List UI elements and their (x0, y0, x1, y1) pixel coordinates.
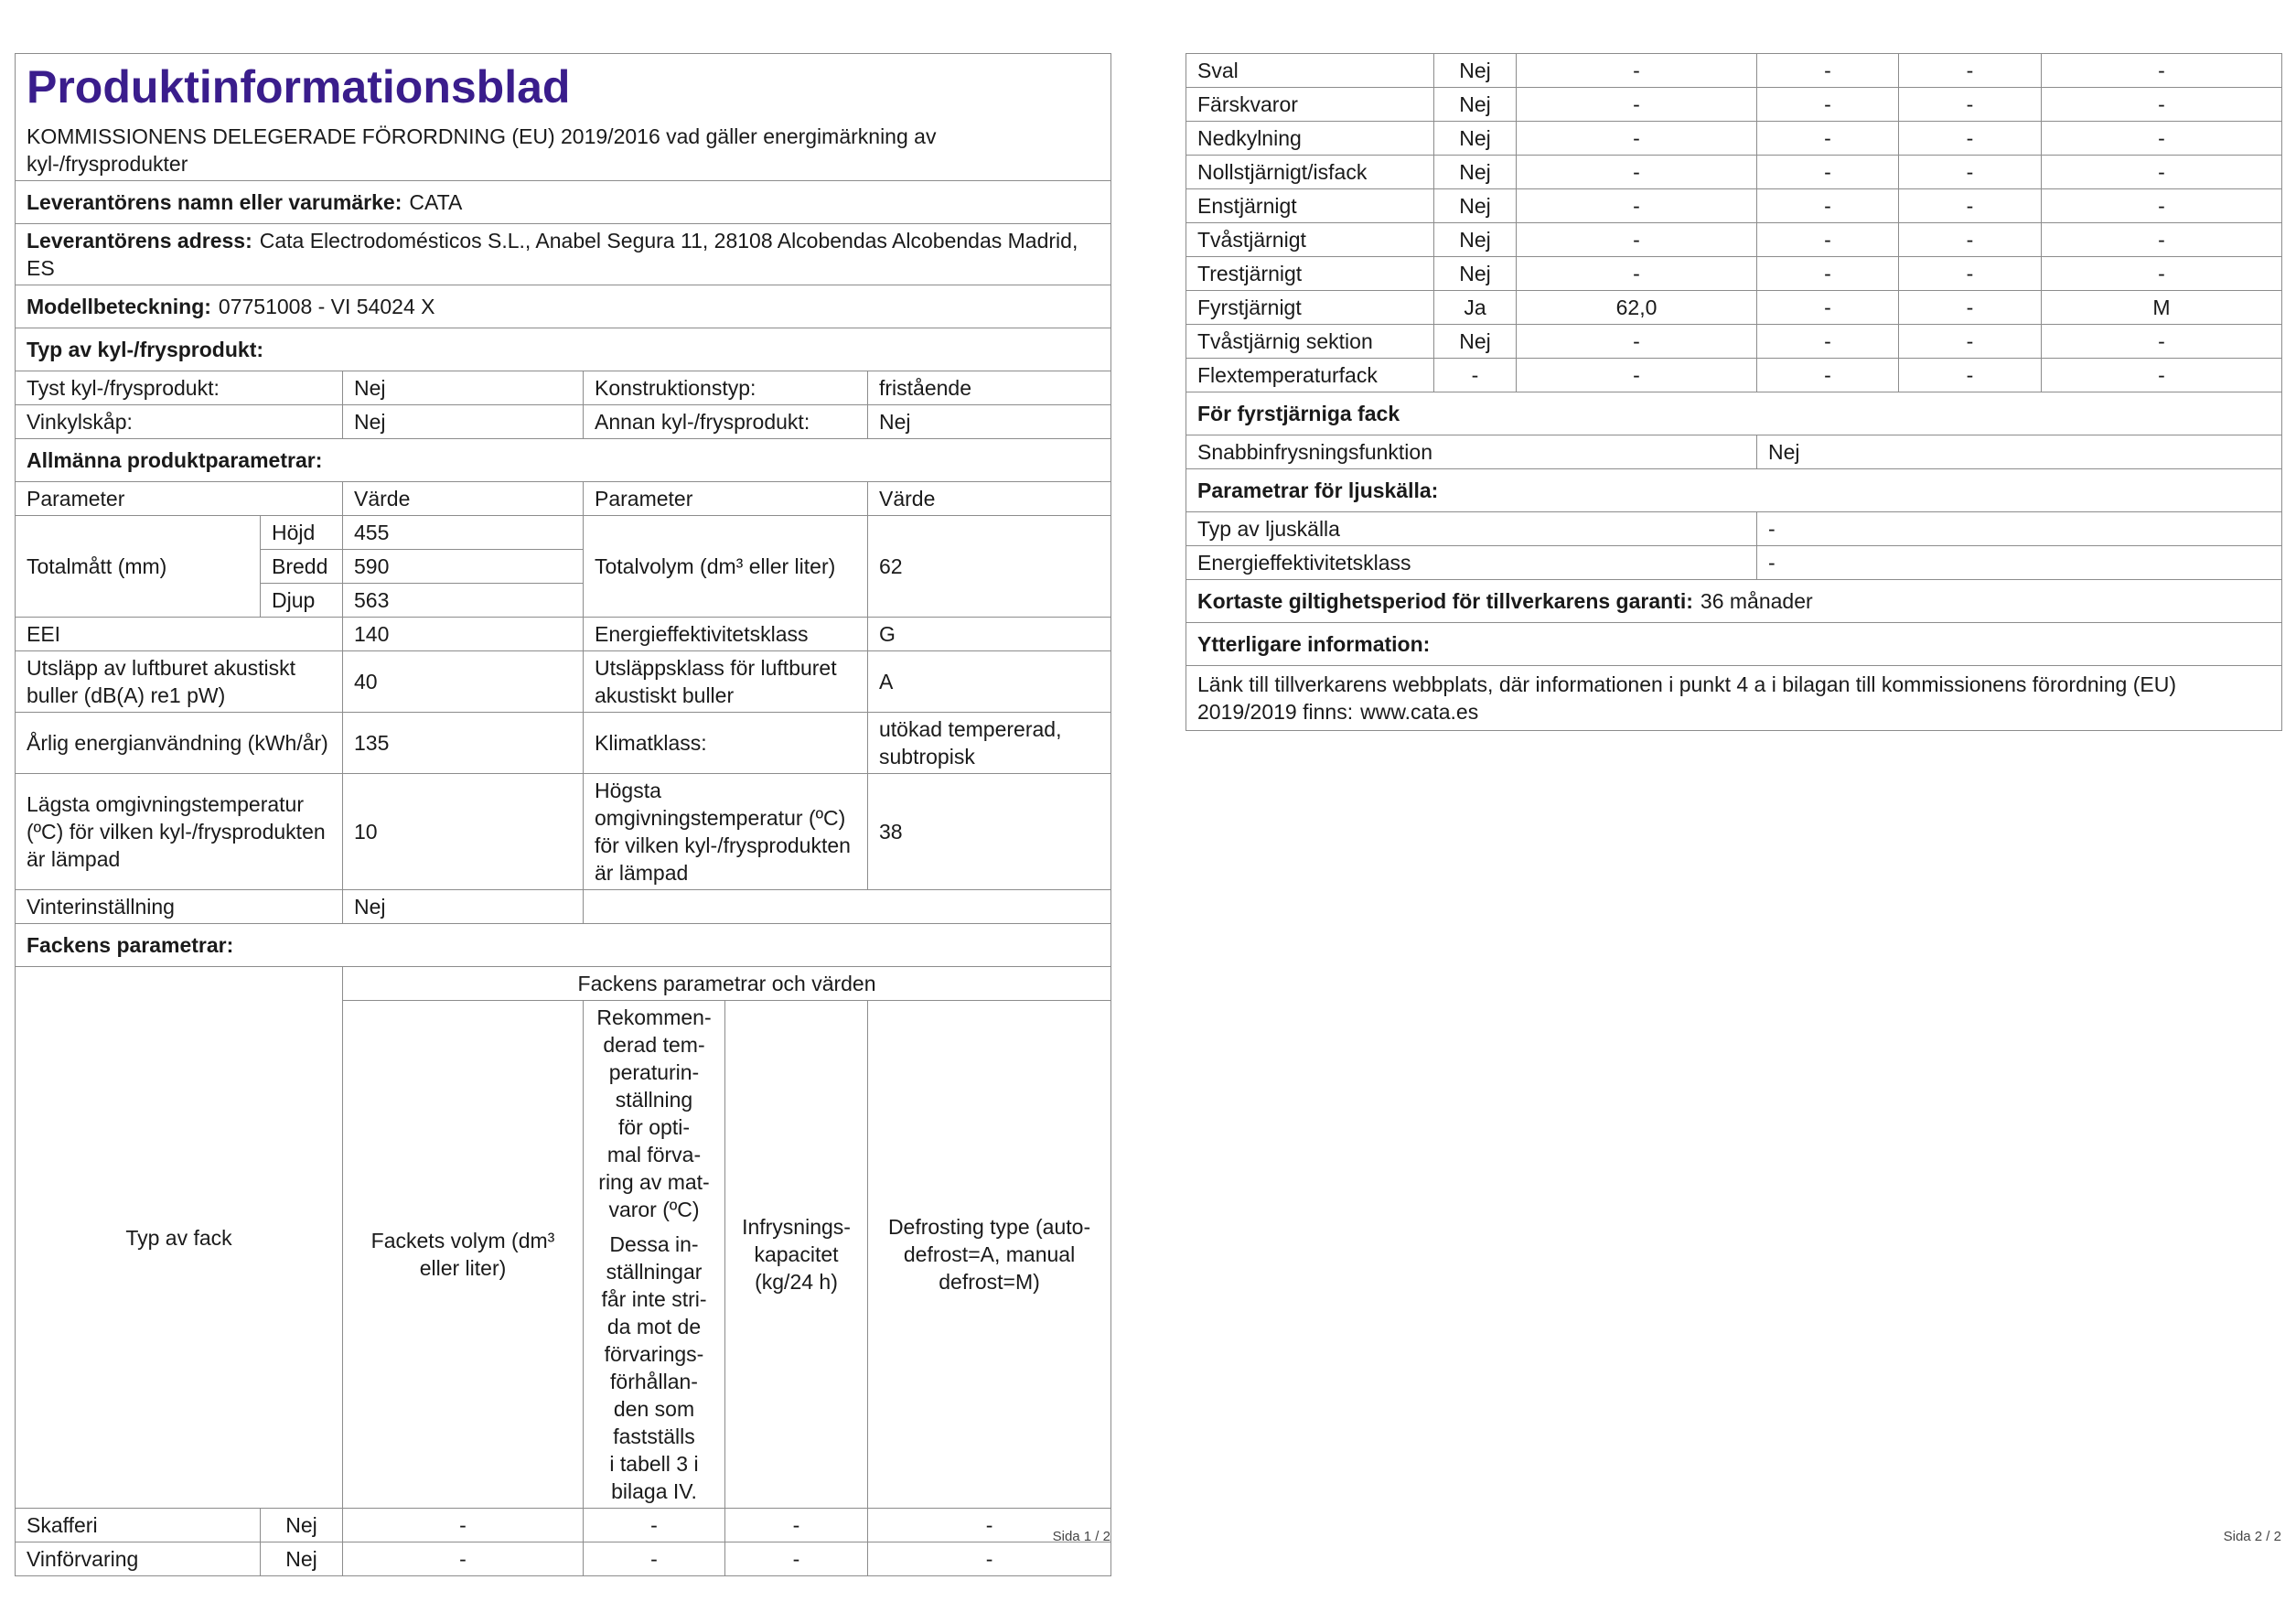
title-block (16, 54, 1111, 181)
supplier-address-row (16, 224, 1111, 285)
compartment-defrost: - (2042, 257, 2282, 291)
compartment-present: Nej (1434, 325, 1517, 359)
compartment-freezing: - (1899, 156, 2042, 189)
compartment-present: Nej (1434, 122, 1517, 156)
column-header: Värde (868, 482, 1111, 516)
product-type-value: fristående (868, 371, 1111, 405)
supplier-address-value: Cata Electrodomésticos S.L., Anabel Segura 11, 28108 Alcobendas Alcobendas Madrid, ES (27, 229, 1078, 280)
total-dimensions-label: Totalmått (mm) (16, 516, 261, 618)
compartment-freezing: - (1899, 88, 2042, 122)
compartment-row (1186, 223, 2282, 257)
compartment-row (1186, 359, 2282, 392)
product-type-value: Nej (343, 371, 584, 405)
compartment-volume: 62,0 (1517, 291, 1757, 325)
supplier-name-label: Leverantörens namn eller varumärke: (27, 190, 402, 214)
light-source-value: - (1757, 546, 2282, 580)
compartment-row (1186, 325, 2282, 359)
total-volume-value: 62 (868, 516, 1111, 618)
compartment-freezing: - (1899, 325, 2042, 359)
compartment-temperature: - (1757, 291, 1899, 325)
compartment-temperature: - (584, 1509, 725, 1542)
header-note-line: ställningar (606, 1260, 703, 1284)
compartment-temperature: - (1757, 88, 1899, 122)
additional-info-cell (1186, 666, 2282, 731)
parameter-value: 40 (343, 651, 584, 713)
parameter-label: Energieffektivitetsklass (584, 618, 868, 651)
general-parameter-row (16, 618, 1111, 651)
guarantee-value: 36 månader (1700, 589, 1813, 613)
compartment-temperature: - (1757, 189, 1899, 223)
info-sheet-table-1 (15, 53, 1111, 1576)
compartment-freezing: - (725, 1542, 868, 1576)
light-source-value: - (1757, 512, 2282, 546)
compartment-present: Nej (1434, 189, 1517, 223)
general-parameters-header-row (16, 482, 1111, 516)
column-header: Parameter (584, 482, 868, 516)
supplier-name-row (16, 181, 1111, 224)
fast-freeze-label: Snabbinfrysningsfunktion (1186, 435, 1757, 469)
defrost-type-header: Defrosting type (auto-defrost=A, manual defrost=M) (868, 1001, 1111, 1509)
light-source-row (1186, 512, 2282, 546)
compartment-row (1186, 122, 2282, 156)
header-note-line: Dessa in- (609, 1232, 699, 1256)
compartment-name: Färskvaror (1186, 88, 1434, 122)
compartment-defrost: - (2042, 54, 2282, 88)
header-line: Rekommen- (596, 1005, 712, 1029)
compartment-defrost: - (2042, 156, 2282, 189)
product-type-label: Konstruktionstyp: (584, 371, 868, 405)
compartment-temperature: - (1757, 122, 1899, 156)
header-note-line: da mot de (606, 1315, 702, 1338)
dimension-row (16, 516, 1111, 550)
page-number-2: Sida 2 / 2 (2223, 1529, 2281, 1544)
guarantee-label: Kortaste giltighetsperiod för tillverkarens garanti: (1197, 589, 1693, 613)
compartment-name: Sval (1186, 54, 1434, 88)
header-note-line: bilaga IV. (611, 1479, 697, 1503)
dimension-value: 563 (343, 584, 584, 618)
parameter-value: 38 (868, 774, 1111, 890)
compartment-defrost: - (868, 1542, 1111, 1576)
dimension-value: 590 (343, 550, 584, 584)
compartment-volume: - (343, 1542, 584, 1576)
dimension-value: 455 (343, 516, 584, 550)
product-type-value: Nej (868, 405, 1111, 439)
additional-info-text: Länk till tillverkarens webbplats, där informationen i punkt 4 a i bilagan till kommissionens förordning (EU) 2019/2019 finns: (1197, 672, 2177, 724)
compartment-row (1186, 88, 2282, 122)
light-source-heading: Parametrar för ljuskälla: (1186, 469, 2282, 512)
product-type-label: Vinkylskåp: (16, 405, 343, 439)
compartment-temperature: - (1757, 223, 1899, 257)
compartment-volume: - (1517, 223, 1757, 257)
compartment-freezing: - (725, 1509, 868, 1542)
product-type-value: Nej (343, 405, 584, 439)
product-type-label: Tyst kyl-/frysprodukt: (16, 371, 343, 405)
header-line: varor (ºC) (608, 1198, 700, 1221)
header-note-line: fastställs (613, 1424, 695, 1448)
general-parameters-heading: Allmänna produktparametrar: (16, 439, 1111, 482)
header-note-line: den som (613, 1397, 695, 1421)
product-type-heading: Typ av kyl-/frysprodukt: (16, 328, 1111, 371)
light-source-row (1186, 546, 2282, 580)
compartment-name: Tvåstjärnigt (1186, 223, 1434, 257)
parameter-label: Årlig energianvändning (kWh/år) (16, 713, 343, 774)
header-line: derad tem- (603, 1033, 705, 1057)
compartment-present: Nej (1434, 88, 1517, 122)
compartment-present: Nej (1434, 54, 1517, 88)
compartments-heading: Fackens parametrar: (16, 924, 1111, 967)
compartment-name: Nollstjärnigt/isfack (1186, 156, 1434, 189)
parameter-value: 140 (343, 618, 584, 651)
compartment-present: Nej (261, 1509, 343, 1542)
compartment-freezing: - (1899, 257, 2042, 291)
header-note-line: förvarings- (604, 1342, 704, 1366)
header-line: ställning (615, 1088, 693, 1112)
compartment-defrost: - (2042, 122, 2282, 156)
supplier-name-value: CATA (409, 190, 463, 214)
compartment-name: Trestjärnigt (1186, 257, 1434, 291)
compartment-row (1186, 156, 2282, 189)
compartment-freezing: - (1899, 189, 2042, 223)
compartment-name: Nedkylning (1186, 122, 1434, 156)
parameter-label: Utsläppsklass för luftburet akustiskt buller (584, 651, 868, 713)
parameter-value: G (868, 618, 1111, 651)
guarantee-row (1186, 580, 2282, 623)
compartment-present: Nej (1434, 223, 1517, 257)
compartment-volume: - (1517, 359, 1757, 392)
column-header: Värde (343, 482, 584, 516)
header-line: ring av mat- (598, 1170, 710, 1194)
compartment-type-header: Typ av fack (16, 967, 343, 1509)
header-line: peraturin- (608, 1060, 700, 1084)
compartment-present: Ja (1434, 291, 1517, 325)
compartment-parameters-header: Fackens parametrar och värden (343, 967, 1111, 1001)
parameter-value: utökad tempererad, subtropisk (868, 713, 1111, 774)
header-note-line: förhållan- (610, 1370, 698, 1393)
compartment-freezing: - (1899, 122, 2042, 156)
compartment-volume: - (1517, 88, 1757, 122)
compartment-freezing: - (1899, 359, 2042, 392)
compartment-volume: - (1517, 257, 1757, 291)
compartment-row (1186, 54, 2282, 88)
compartment-volume-header: Fackets volym (dm³ eller liter) (343, 1001, 584, 1509)
compartment-name: Tvåstjärnig sektion (1186, 325, 1434, 359)
info-sheet-page-1 (15, 53, 1110, 1576)
four-star-heading: För fyrstjärniga fack (1186, 392, 2282, 435)
product-type-row (16, 405, 1111, 439)
parameter-label: Utsläpp av luftburet akustiskt buller (dB(A) re1 pW) (16, 651, 343, 713)
total-volume-label: Totalvolym (dm³ eller liter) (584, 516, 868, 618)
compartment-defrost: - (2042, 325, 2282, 359)
compartment-temperature: - (1757, 257, 1899, 291)
fast-freeze-row (1186, 435, 2282, 469)
compartment-temperature: - (1757, 359, 1899, 392)
general-parameter-row (16, 774, 1111, 890)
compartment-name: Flextemperaturfack (1186, 359, 1434, 392)
model-row (16, 285, 1111, 328)
compartment-volume: - (1517, 54, 1757, 88)
compartment-volume: - (343, 1509, 584, 1542)
info-sheet-table-2 (1186, 53, 2282, 731)
product-type-label: Annan kyl-/frysprodukt: (584, 405, 868, 439)
dimension-label: Höjd (261, 516, 343, 550)
additional-info-heading: Ytterligare information: (1186, 623, 2282, 666)
parameter-label: Högsta omgivningstemperatur (ºC) för vilken kyl-/frysprodukten är lämpad (584, 774, 868, 890)
parameter-value: 10 (343, 774, 584, 890)
winter-setting-value: Nej (343, 890, 584, 924)
product-type-row (16, 371, 1111, 405)
compartment-defrost: - (868, 1509, 1111, 1542)
parameter-value: A (868, 651, 1111, 713)
compartments-group-header-row (16, 967, 1111, 1001)
winter-setting-label: Vinterinställning (16, 890, 343, 924)
compartment-freezing: - (1899, 291, 2042, 325)
compartment-freezing: - (1899, 223, 2042, 257)
compartment-freezing: - (1899, 54, 2042, 88)
compartment-volume: - (1517, 156, 1757, 189)
compartment-volume: - (1517, 325, 1757, 359)
compartment-temperature: - (1757, 54, 1899, 88)
compartment-defrost: M (2042, 291, 2282, 325)
compartment-present: Nej (1434, 257, 1517, 291)
compartment-present: Nej (261, 1542, 343, 1576)
page-number-1: Sida 1 / 2 (1052, 1529, 1110, 1544)
regulation-subtitle: KOMMISSIONENS DELEGERADE FÖRORDNING (EU) 2019/2016 vad gäller energimärkning av kyl-/frysprodukter (27, 124, 937, 176)
compartment-name: Fyrstjärnigt (1186, 291, 1434, 325)
compartment-defrost: - (2042, 88, 2282, 122)
header-note-line: får inte stri- (601, 1287, 707, 1311)
general-parameter-row (16, 713, 1111, 774)
compartment-defrost: - (2042, 189, 2282, 223)
header-note-line: i tabell 3 i (609, 1452, 699, 1476)
page-title: Produktinformationsblad (27, 61, 571, 113)
dimension-label: Djup (261, 584, 343, 618)
compartment-present: - (1434, 359, 1517, 392)
general-parameter-row (16, 651, 1111, 713)
compartment-defrost: - (2042, 359, 2282, 392)
winter-setting-row (16, 890, 1111, 924)
header-line: mal förva- (606, 1143, 702, 1166)
parameter-label: Lägsta omgivningstemperatur (ºC) för vilken kyl-/frysprodukten är lämpad (16, 774, 343, 890)
compartment-temperature: - (1757, 325, 1899, 359)
compartment-row (16, 1542, 1111, 1576)
dimension-label: Bredd (261, 550, 343, 584)
header-line: för opti- (618, 1115, 690, 1139)
compartment-row (16, 1509, 1111, 1542)
parameter-value: 135 (343, 713, 584, 774)
model-label: Modellbeteckning: (27, 295, 211, 318)
parameter-label: Klimatklass: (584, 713, 868, 774)
empty-cell (584, 890, 1111, 924)
light-source-label: Energieffektivitetsklass (1186, 546, 1757, 580)
model-value: 07751008 - VI 54024 X (218, 295, 435, 318)
compartment-temperature: - (584, 1542, 725, 1576)
compartment-present: Nej (1434, 156, 1517, 189)
spacer (595, 1223, 713, 1231)
supplier-address-label: Leverantörens adress: (27, 229, 252, 253)
light-source-label: Typ av ljuskälla (1186, 512, 1757, 546)
recommended-temperature-header (584, 1001, 725, 1509)
compartment-row (1186, 189, 2282, 223)
compartment-row (1186, 257, 2282, 291)
freezing-capacity-header: Infrysnings-kapacitet (kg/24 h) (725, 1001, 868, 1509)
compartment-name: Vinförvaring (16, 1542, 261, 1576)
compartment-volume: - (1517, 122, 1757, 156)
compartment-name: Enstjärnigt (1186, 189, 1434, 223)
compartment-volume: - (1517, 189, 1757, 223)
compartment-row (1186, 291, 2282, 325)
parameter-label: EEI (16, 618, 343, 651)
compartment-temperature: - (1757, 156, 1899, 189)
manufacturer-website-link[interactable]: www.cata.es (1360, 700, 1479, 724)
compartment-name: Skafferi (16, 1509, 261, 1542)
compartment-defrost: - (2042, 223, 2282, 257)
column-header: Parameter (16, 482, 343, 516)
info-sheet-page-2 (1186, 53, 2281, 731)
fast-freeze-value: Nej (1757, 435, 2282, 469)
